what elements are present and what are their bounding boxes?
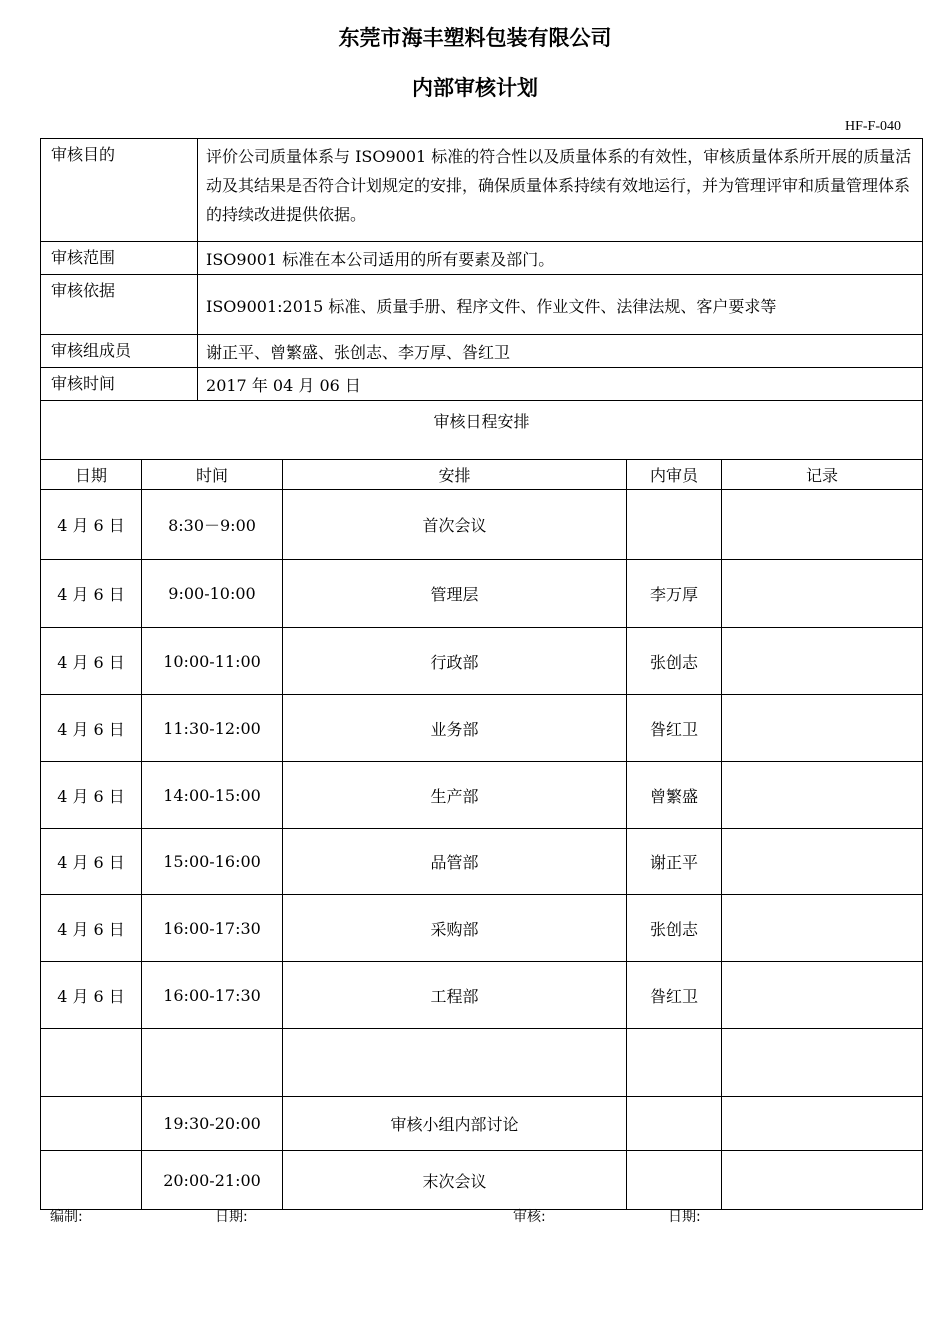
scope-label: 审核范围: [41, 242, 198, 275]
row-item: 管理层: [283, 560, 627, 628]
document-title: 内部审核计划: [412, 76, 538, 100]
footer-reviewed-date: 日期:: [668, 1209, 701, 1225]
time-row: [41, 368, 923, 401]
row-item: 工程部: [283, 962, 627, 1029]
footer-prepared: 编制:: [50, 1209, 83, 1225]
row-auditor: [627, 1151, 722, 1210]
document-number: HF-F-040: [844, 119, 901, 134]
header-auditor: 内审员: [627, 460, 722, 490]
row-record: [722, 490, 923, 560]
purpose-label: 审核目的: [41, 139, 198, 242]
row-date: 4 月 6 日: [41, 895, 142, 962]
header-time: 时间: [142, 460, 283, 490]
row-time: [142, 1029, 283, 1097]
members-label: 审核组成员: [41, 335, 198, 368]
schedule-title: 审核日程安排: [41, 401, 923, 460]
row-item: [283, 1029, 627, 1097]
schedule-title-row: [41, 401, 923, 460]
row-auditor: 昝红卫: [627, 962, 722, 1029]
table-row: [41, 1029, 923, 1097]
header-record: 记录: [722, 460, 923, 490]
basis-row: [41, 275, 923, 335]
header-item: 安排: [283, 460, 627, 490]
table-row: [41, 962, 923, 1029]
time-value: 2017 年 04 月 06 日: [198, 368, 923, 401]
row-record: [722, 962, 923, 1029]
row-auditor: 张创志: [627, 628, 722, 695]
row-date: [41, 1029, 142, 1097]
row-date: [41, 1151, 142, 1210]
row-record: [722, 1151, 923, 1210]
header-date: 日期: [41, 460, 142, 490]
row-date: 4 月 6 日: [41, 695, 142, 762]
row-time: 11:30-12:00: [142, 695, 283, 762]
table-row: [41, 829, 923, 895]
row-record: [722, 1097, 923, 1151]
table-row: [41, 560, 923, 628]
row-date: 4 月 6 日: [41, 490, 142, 560]
row-item: 业务部: [283, 695, 627, 762]
row-item: 品管部: [283, 829, 627, 895]
row-item: 行政部: [283, 628, 627, 695]
table-row: [41, 695, 923, 762]
basis-label: 审核依据: [41, 275, 198, 335]
row-item: 末次会议: [283, 1151, 627, 1210]
row-auditor: [627, 1029, 722, 1097]
row-record: [722, 560, 923, 628]
table-row: [41, 1151, 923, 1210]
members-value: 谢正平、曾繁盛、张创志、李万厚、昝红卫: [198, 335, 923, 368]
table-row: [41, 490, 923, 560]
row-auditor: 曾繁盛: [627, 762, 722, 829]
table-row: [41, 1097, 923, 1151]
row-record: [722, 829, 923, 895]
row-time: 9:00-10:00: [142, 560, 283, 628]
row-time: 15:00-16:00: [142, 829, 283, 895]
basis-value: ISO9001:2015 标准、质量手册、程序文件、作业文件、法律法规、客户要求等: [198, 275, 923, 335]
schedule-header-row: [41, 460, 923, 490]
members-row: [41, 335, 923, 368]
row-auditor: [627, 1097, 722, 1151]
row-record: [722, 762, 923, 829]
row-date: 4 月 6 日: [41, 962, 142, 1029]
row-time: 10:00-11:00: [142, 628, 283, 695]
table-row: [41, 628, 923, 695]
purpose-row: [41, 139, 923, 242]
row-date: 4 月 6 日: [41, 762, 142, 829]
row-time: 14:00-15:00: [142, 762, 283, 829]
row-item: 首次会议: [283, 490, 627, 560]
row-date: 4 月 6 日: [41, 628, 142, 695]
row-item: 生产部: [283, 762, 627, 829]
company-name: 东莞市海丰塑料包装有限公司: [338, 26, 612, 50]
table-row: [41, 895, 923, 962]
row-auditor: 张创志: [627, 895, 722, 962]
row-record: [722, 628, 923, 695]
row-auditor: [627, 490, 722, 560]
row-record: [722, 1029, 923, 1097]
row-date: [41, 1097, 142, 1151]
row-time: 16:00-17:30: [142, 895, 283, 962]
row-auditor: 李万厚: [627, 560, 722, 628]
row-record: [722, 895, 923, 962]
row-time: 20:00-21:00: [142, 1151, 283, 1210]
row-item: 采购部: [283, 895, 627, 962]
purpose-value: 评价公司质量体系与 ISO9001 标准的符合性以及质量体系的有效性，审核质量体系所开展的质量活动及其结果是否符合计划规定的安排，确保质量体系持续有效地运行，并为管理评审和质量管理体系的持续改进提供依据。: [198, 139, 923, 242]
footer-prepared-date: 日期:: [215, 1209, 248, 1225]
row-item: 审核小组内部讨论: [283, 1097, 627, 1151]
row-auditor: 谢正平: [627, 829, 722, 895]
footer-reviewed: 审核:: [513, 1209, 546, 1225]
audit-plan-table: [40, 138, 923, 1210]
row-time: 19:30-20:00: [142, 1097, 283, 1151]
row-auditor: 昝红卫: [627, 695, 722, 762]
time-label: 审核时间: [41, 368, 198, 401]
row-date: 4 月 6 日: [41, 829, 142, 895]
table-row: [41, 762, 923, 829]
row-time: 8:30－9:00: [142, 490, 283, 560]
scope-value: ISO9001 标准在本公司适用的所有要素及部门。: [198, 242, 923, 275]
scope-row: [41, 242, 923, 275]
row-time: 16:00-17:30: [142, 962, 283, 1029]
row-record: [722, 695, 923, 762]
row-date: 4 月 6 日: [41, 560, 142, 628]
